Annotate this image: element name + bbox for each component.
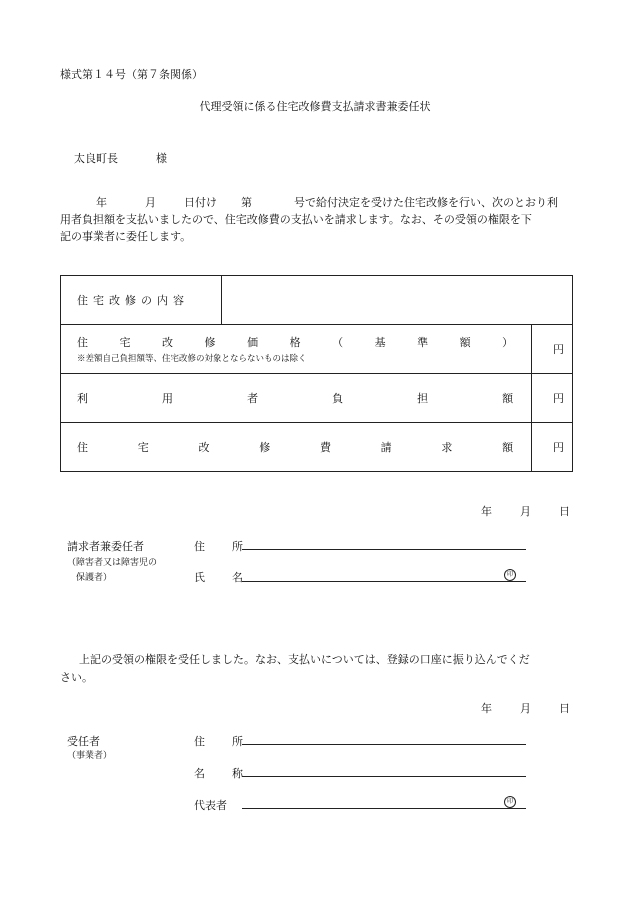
label-char: 住: [77, 336, 88, 349]
date2-day: 日: [559, 702, 570, 715]
claim-label-cell: [61, 423, 532, 472]
intro-rest: 号で給付決定を受けた住宅改修を行い、次のとおり利: [294, 196, 558, 209]
agent-seal-icon: 印: [504, 796, 516, 808]
addressee: [74, 150, 167, 166]
label-char: 基: [374, 336, 386, 349]
date2-month: 月: [520, 702, 531, 715]
agent-sub: （事業者）: [67, 751, 113, 761]
label-char: 改: [198, 441, 210, 454]
addressee-name: 太良町長: [74, 152, 118, 165]
agent-address-label: 住 所: [194, 735, 251, 748]
agent-company-field[interactable]: [242, 762, 526, 777]
date-line: [453, 503, 570, 519]
claimant-label: 請求者兼委任者: [67, 540, 144, 553]
date-line-2: [453, 700, 570, 716]
intro-line-1: [60, 194, 575, 211]
claimant-name-field[interactable]: [242, 567, 526, 582]
agent-address-field[interactable]: [242, 730, 526, 745]
intro-year: 年: [96, 196, 107, 209]
form-number: 様式第１４号（第７条関係）: [60, 68, 203, 81]
label-char: 改: [162, 336, 174, 349]
claim-label: [77, 439, 531, 455]
label-char: 費: [319, 441, 331, 454]
label-char: 求: [441, 441, 453, 454]
label-char: 利: [77, 392, 88, 405]
claimant-name-label: 氏 名: [194, 571, 251, 584]
label-char: 修: [204, 336, 216, 349]
label-char: 価: [247, 336, 259, 349]
intro-paragraph: [60, 194, 575, 245]
claimant-sub-1: （障害者又は障害児の: [67, 558, 158, 568]
claimant-address-label: 住 所: [194, 540, 251, 553]
price-label-cell: [61, 325, 532, 374]
agent-label: 受任者: [67, 735, 100, 748]
acceptance-line-2: さい。: [60, 671, 93, 684]
user-share-label-cell: [61, 374, 532, 423]
intro-line-2: 用者負担額を支払いましたので、住宅改修費の支払いを請求します。なお、その受領の権限を下: [60, 213, 532, 226]
label-char: 用: [162, 392, 174, 405]
agent-rep-field[interactable]: [242, 794, 526, 809]
renovation-table: [60, 275, 573, 472]
label-char: 者: [247, 392, 259, 405]
label-char: 額: [502, 392, 514, 405]
label-char: 準: [417, 336, 429, 349]
price-value-cell[interactable]: 円: [532, 325, 573, 374]
date-year: 年: [481, 505, 492, 518]
label-char: 格: [289, 336, 301, 349]
intro-day: 日付け: [184, 196, 217, 209]
date2-year: 年: [481, 702, 492, 715]
label-char: （: [332, 336, 344, 349]
intro-line-3: 記の事業者に委任します。: [60, 230, 192, 243]
label-char: 請: [380, 441, 392, 454]
claimant-sub-2: 保護者）: [76, 573, 113, 583]
intro-dai: 第: [241, 196, 252, 209]
label-char: 住: [77, 441, 88, 454]
user-share-value-cell[interactable]: 円: [532, 374, 573, 423]
label-char: 額: [459, 336, 471, 349]
claimant-seal-icon: 印: [504, 569, 516, 581]
price-label: [77, 334, 531, 350]
label-char: 修: [259, 441, 271, 454]
agent-company-label: 名 称: [194, 767, 251, 780]
intro-month: 月: [145, 196, 156, 209]
price-note: ※差額自己負担額等、住宅改修の対象とならないものは除く: [77, 354, 307, 364]
user-share-label: [77, 390, 531, 406]
label-char: 担: [417, 392, 429, 405]
label-char: 負: [332, 392, 344, 405]
label-char: ）: [502, 336, 514, 349]
label-char: 額: [502, 441, 514, 454]
date-month: 月: [520, 505, 531, 518]
agent-rep-label: 代表者: [194, 799, 227, 812]
date-day: 日: [559, 505, 570, 518]
acceptance-paragraph: [60, 651, 577, 687]
label-char: 宅: [137, 441, 149, 454]
content-label: 住宅改修の内容: [61, 276, 222, 325]
label-char: 宅: [119, 336, 131, 349]
document-title: 代理受領に係る住宅改修費支払請求書兼委任状: [199, 100, 431, 113]
claimant-address-field[interactable]: [242, 535, 526, 550]
acceptance-line-1: 上記の受領の権限を受任しました。なお、支払いについては、登録の口座に振り込んでくだ: [79, 653, 530, 666]
addressee-honorific: 様: [156, 152, 167, 165]
claim-value-cell[interactable]: 円: [532, 423, 573, 472]
content-value-cell[interactable]: [222, 276, 573, 325]
